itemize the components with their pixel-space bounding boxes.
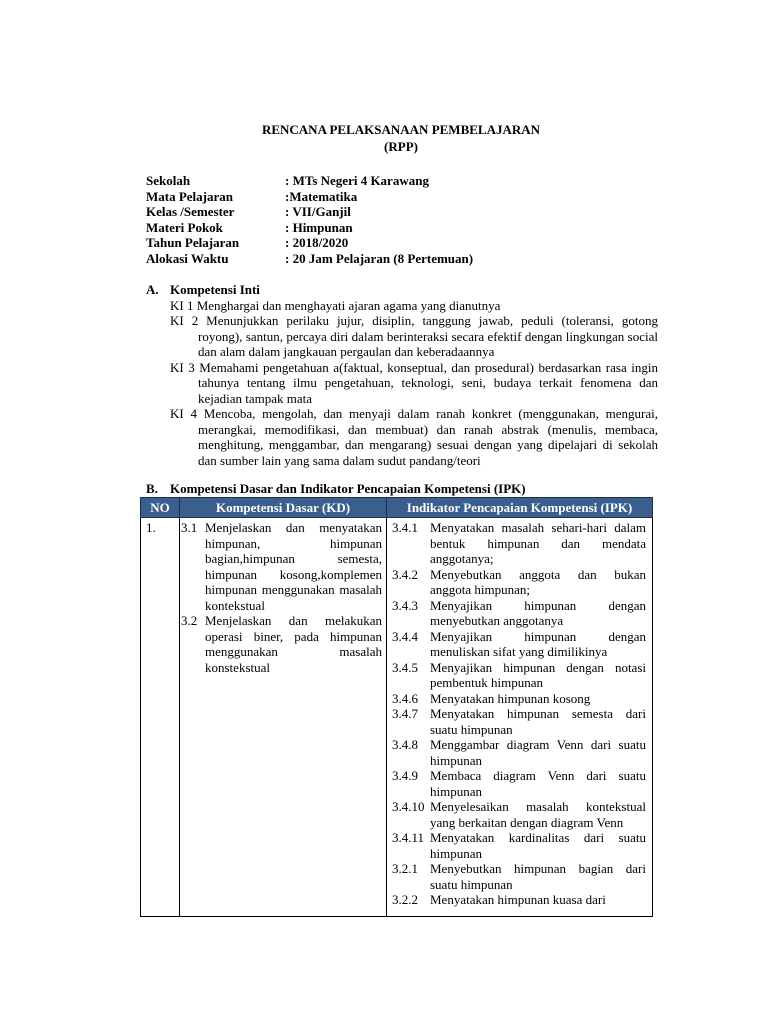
section-kompetensi-inti: [146, 282, 658, 468]
ipk-item: 3.4.2 Menyebutkan anggota dan bukan anggota himpunan;: [392, 566, 646, 597]
kd-ipk-table: [140, 497, 653, 917]
ipk-item: 3.4.6 Menyatakan himpunan kosong: [392, 690, 591, 706]
ipk-item: 3.4.4 Menyajikan himpunan dengan menuliskan sifat yang dimilikinya: [392, 628, 646, 659]
ki-item-4: KI 4 Mencoba, mengolah, dan menyaji dalam ranah konkret (menggunakan, mengurai, merangkai, memodifikasi, dan membuat) dan ranah abstrak (menulis, membaca, menghitung, menggambar, dan mengarang) sesuai dengan yang dipelajari di sekolah dan sumber lain yang sama dalam sudut pandang/teori: [170, 406, 658, 468]
ipk-item: 3.4.1 Menyatakan masalah sehari-hari dalam bentuk himpunan dan mendata anggotanya;: [392, 520, 646, 566]
info-row-class: Kelas /Semester : VII/Ganjil: [146, 204, 351, 219]
kd-item: 3.1 Menjelaskan dan menyatakan himpunan, himpunan bagian,himpunan semesta, himpunan kosong,komplemen himpunan menggunakan masalah kontekstual: [181, 520, 382, 613]
info-row-school: Sekolah : MTs Negeri 4 Karawang: [146, 173, 429, 188]
info-row-time: Alokasi Waktu : 20 Jam Pelajaran (8 Pertemuan): [146, 250, 474, 266]
ipk-item: 3.4.9 Membaca diagram Venn dari suatu himpunan: [392, 768, 646, 799]
ipk-item: 3.4.10 Menyelesaikan masalah kontekstual yang berkaitan dengan diagram Venn: [392, 799, 646, 830]
ki-item-1: KI 1 Menghargai dan menghayati ajaran agama yang dianutnya: [170, 297, 501, 313]
header-no: NO: [141, 498, 180, 518]
info-row-topic: Materi Pokok : Himpunan: [146, 219, 353, 235]
ipk-item: 3.2.1 Menyebutkan himpunan bagian dari suatu himpunan: [392, 861, 646, 892]
section-a-heading: A. Kompetensi Inti: [146, 282, 260, 297]
info-row-year: Tahun Pelajaran : 2018/2020: [146, 235, 349, 250]
info-row-subject: Mata Pelajaran :Matematika: [146, 188, 358, 204]
document-title: [0, 121, 768, 155]
header-kd: Kompetensi Dasar (KD): [180, 498, 387, 518]
cell-kd: [180, 518, 387, 917]
cell-no: 1.: [141, 518, 180, 917]
ipk-item: 3.4.8 Menggambar diagram Venn dari suatu himpunan: [392, 737, 646, 768]
header-ipk: Indikator Pencapaian Kompetensi (IPK): [387, 498, 653, 518]
ki-item-3: KI 3 Memahami pengetahuan a(faktual, konseptual, dan prosedural) berdasarkan rasa ingin tahunya tentang ilmu pengetahuan, teknologi, seni, budaya terkait fenomena dan kejadian tampak mata: [170, 359, 658, 406]
cell-ipk: [387, 518, 653, 917]
ipk-item: 3.4.11 Menyatakan kardinalitas dari suatu himpunan: [392, 830, 646, 861]
identity-block: [146, 173, 473, 266]
table-header-row: [141, 498, 653, 518]
title-line-2: (RPP): [384, 139, 418, 154]
ki-item-2: KI 2 Menunjukkan perilaku jujur, disiplin, tanggung jawab, peduli (toleransi, gotong royong), santun, percaya diri dalam berinteraksi secara efektif dengan lingkungan social dan alam dalam jangkauan pergaulan dan keberadaannya: [170, 313, 658, 359]
table-row: [141, 518, 653, 917]
ipk-item: 3.4.3 Menyajikan himpunan dengan menyebutkan anggotanya: [392, 597, 646, 628]
ipk-item: 3.4.5 Menyajikan himpunan dengan notasi pembentuk himpunan: [392, 659, 646, 690]
ipk-item: 3.2.2 Menyatakan himpunan kuasa dari: [392, 892, 606, 907]
ipk-item: 3.4.7 Menyatakan himpunan semesta dari suatu himpunan: [392, 706, 646, 737]
title-line-1: RENCANA PELAKSANAAN PEMBELAJARAN: [261, 122, 541, 137]
kd-item: 3.2 Menjelaskan dan melakukan operasi biner, pada himpunan menggunakan masalah konstekstual: [181, 613, 382, 675]
section-b-heading: B. Kompetensi Dasar dan Indikator Pencapaian Kompetensi (IPK): [146, 481, 526, 496]
